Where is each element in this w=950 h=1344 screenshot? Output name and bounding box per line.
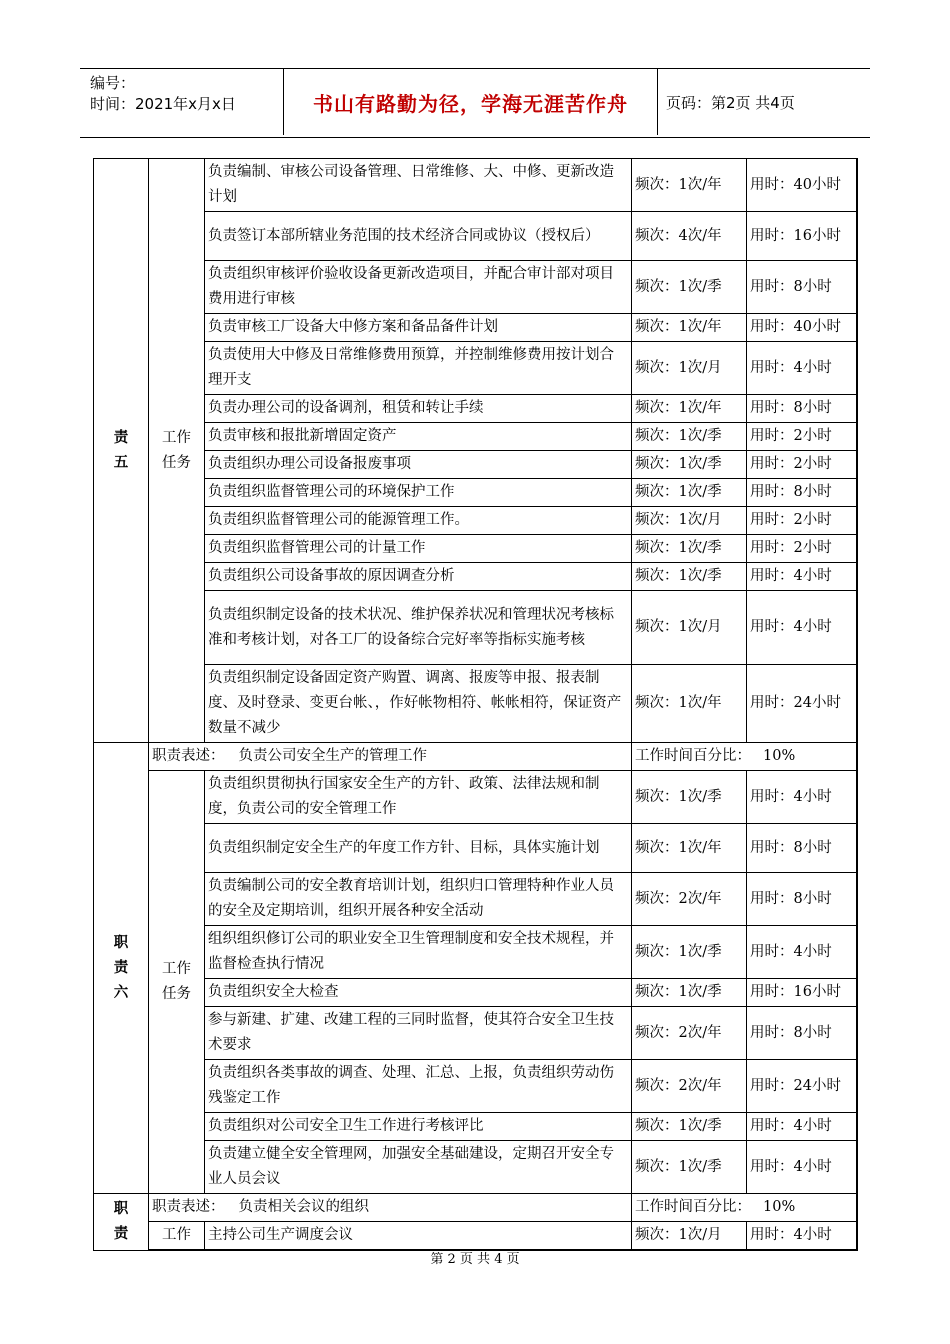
task-hours: 用时：2小时 <box>747 451 857 479</box>
table-row <box>94 395 857 423</box>
task-hours: 用时：4小时 <box>747 1222 857 1251</box>
task-frequency: 频次：1次/年 <box>632 665 747 743</box>
duty-summary-row <box>94 1194 857 1222</box>
task-label <box>149 1222 205 1251</box>
task-frequency: 频次：2次/年 <box>632 873 747 926</box>
duty-summary-row <box>94 743 857 771</box>
task-frequency: 频次：1次/季 <box>632 423 747 451</box>
task-hours: 用时：4小时 <box>747 1141 857 1194</box>
task-hours: 用时：40小时 <box>747 314 857 342</box>
task-hours: 用时：4小时 <box>747 563 857 591</box>
task-description: 主持公司生产调度会议 <box>205 1222 632 1251</box>
task-description: 负责审核工厂设备大中修方案和备品备件计划 <box>205 314 632 342</box>
task-description: 负责组织监督管理公司的计量工作 <box>205 535 632 563</box>
task-hours: 用时：8小时 <box>747 824 857 873</box>
task-hours: 用时：24小时 <box>747 665 857 743</box>
table-row <box>94 926 857 979</box>
table-row <box>94 261 857 314</box>
duty-percent-cell <box>632 1194 857 1222</box>
task-hours: 用时：4小时 <box>747 926 857 979</box>
task-frequency: 频次：1次/月 <box>632 591 747 665</box>
table-row <box>94 1060 857 1113</box>
task-frequency: 频次：1次/季 <box>632 479 747 507</box>
task-frequency: 频次：1次/季 <box>632 535 747 563</box>
task-hours: 用时：2小时 <box>747 423 857 451</box>
task-description: 参与新建、扩建、改建工程的三同时监督，使其符合安全卫生技术要求 <box>205 1007 632 1060</box>
duty-summary-cell <box>149 743 632 771</box>
task-hours: 用时：4小时 <box>747 342 857 395</box>
summary-text: 负责公司安全生产的管理工作 <box>238 748 427 764</box>
task-hours: 用时：4小时 <box>747 1113 857 1141</box>
task-hours: 用时：8小时 <box>747 395 857 423</box>
percent-value: 10% <box>763 1199 796 1215</box>
header-page-info: 页码：第2页 共4页 <box>666 93 795 112</box>
task-hours: 用时：8小时 <box>747 261 857 314</box>
task-frequency: 频次：1次/季 <box>632 1113 747 1141</box>
task-frequency: 频次：1次/季 <box>632 1141 747 1194</box>
task-description: 负责组织对公司安全卫生工作进行考核评比 <box>205 1113 632 1141</box>
task-description: 负责审核和报批新增固定资产 <box>205 423 632 451</box>
table-row <box>94 342 857 395</box>
task-frequency: 频次：1次/月 <box>632 507 747 535</box>
table-row <box>94 771 857 824</box>
task-hours: 用时：16小时 <box>747 979 857 1007</box>
task-description: 负责组织制定安全生产的年度工作方针、目标，具体实施计划 <box>205 824 632 873</box>
duty-table <box>93 158 858 1251</box>
summary-text: 负责相关会议的组织 <box>238 1199 369 1215</box>
duty-name-char: 职 <box>113 934 129 951</box>
task-frequency: 频次：1次/季 <box>632 771 747 824</box>
duty-percent-cell <box>632 743 857 771</box>
task-description: 负责办理公司的设备调剂，租赁和转让手续 <box>205 395 632 423</box>
table-row <box>94 1007 857 1060</box>
task-frequency: 频次：1次/年 <box>632 159 747 212</box>
task-description: 负责组织监督管理公司的环境保护工作 <box>205 479 632 507</box>
task-label-line: 工作 <box>162 1227 191 1243</box>
task-label <box>149 159 205 743</box>
task-description: 负责使用大中修及日常维修费用预算，并控制维修费用按计划合理开支 <box>205 342 632 395</box>
header-meta <box>90 73 282 115</box>
table-row <box>94 423 857 451</box>
duty-name-char: 责 <box>113 1225 129 1242</box>
task-frequency: 频次：1次/季 <box>632 563 747 591</box>
duty-name <box>94 743 149 1194</box>
summary-label: 职责表述： <box>152 748 225 764</box>
table-row <box>94 1141 857 1194</box>
task-frequency: 频次：1次/季 <box>632 451 747 479</box>
task-frequency: 频次：1次/季 <box>632 979 747 1007</box>
task-description: 负责签订本部所辖业务范围的技术经济合同或协议（授权后） <box>205 212 632 261</box>
task-frequency: 频次：1次/月 <box>632 1222 747 1251</box>
duty-name <box>94 159 149 743</box>
task-hours: 用时：16小时 <box>747 212 857 261</box>
task-hours: 用时：24小时 <box>747 1060 857 1113</box>
document-time-label: 时间：2021年x月x日 <box>90 95 236 113</box>
table-row <box>94 591 857 665</box>
task-label-line: 工作 <box>162 961 191 977</box>
table-row <box>94 873 857 926</box>
task-frequency: 频次：2次/年 <box>632 1060 747 1113</box>
task-frequency: 频次：1次/季 <box>632 926 747 979</box>
task-description: 负责编制公司的安全教育培训计划，组织归口管理特种作业人员的安全及定期培训，组织开展各种安全活动 <box>205 873 632 926</box>
header-motto: 书山有路勤为径，学海无涯苦作舟 <box>283 69 658 135</box>
duty-name-char: 五 <box>113 454 129 471</box>
table-row <box>94 451 857 479</box>
duty-name-char: 六 <box>113 984 129 1001</box>
task-description: 负责组织办理公司设备报废事项 <box>205 451 632 479</box>
percent-value: 10% <box>763 748 796 764</box>
table-row <box>94 979 857 1007</box>
task-hours: 用时：8小时 <box>747 873 857 926</box>
task-frequency: 频次：4次/年 <box>632 212 747 261</box>
page-header <box>80 68 870 138</box>
task-hours: 用时：2小时 <box>747 507 857 535</box>
task-frequency: 频次：1次/月 <box>632 342 747 395</box>
duty-name-char: 责 <box>113 429 129 446</box>
duty-name-char: 职 <box>113 1200 129 1217</box>
task-description: 负责编制、审核公司设备管理、日常维修、大、中修、更新改造计划 <box>205 159 632 212</box>
task-description: 组织组织修订公司的职业安全卫生管理制度和安全技术规程，并监督检查执行情况 <box>205 926 632 979</box>
task-frequency: 频次：1次/年 <box>632 314 747 342</box>
task-label-line: 任务 <box>162 986 191 1002</box>
document-number-label: 编号： <box>90 74 136 92</box>
task-description: 负责组织审核评价验收设备更新改造项目，并配合审计部对项目费用进行审核 <box>205 261 632 314</box>
summary-label: 职责表述： <box>152 1199 225 1215</box>
table-row <box>94 314 857 342</box>
task-description: 负责组织制定设备固定资产购置、调离、报废等申报、报表制度、及时登录、变更台帐、，作好帐物相符、帐帐相符，保证资产数量不减少 <box>205 665 632 743</box>
page-footer: 第 2 页 共 4 页 <box>430 1252 520 1267</box>
task-hours: 用时：8小时 <box>747 1007 857 1060</box>
table-row <box>94 1222 857 1251</box>
task-frequency: 频次：2次/年 <box>632 1007 747 1060</box>
task-hours: 用时：4小时 <box>747 591 857 665</box>
task-description: 负责组织各类事故的调查、处理、汇总、上报，负责组织劳动伤残鉴定工作 <box>205 1060 632 1113</box>
percent-label: 工作时间百分比： <box>635 1199 751 1215</box>
task-hours: 用时：8小时 <box>747 479 857 507</box>
table-row <box>94 824 857 873</box>
table-row <box>94 212 857 261</box>
table-row <box>94 507 857 535</box>
task-label-line: 工作 <box>162 429 191 446</box>
table-row <box>94 563 857 591</box>
task-frequency: 频次：1次/季 <box>632 261 747 314</box>
table-row <box>94 159 857 212</box>
task-description: 负责建立健全安全管理网，加强安全基础建设，定期召开安全专业人员会议 <box>205 1141 632 1194</box>
task-hours: 用时：2小时 <box>747 535 857 563</box>
task-frequency: 频次：1次/年 <box>632 395 747 423</box>
task-description: 负责组织监督管理公司的能源管理工作。 <box>205 507 632 535</box>
task-description: 负责组织安全大检查 <box>205 979 632 1007</box>
task-description: 负责组织公司设备事故的原因调查分析 <box>205 563 632 591</box>
table-row <box>94 479 857 507</box>
task-frequency: 频次：1次/年 <box>632 824 747 873</box>
table-row <box>94 665 857 743</box>
task-description: 负责组织贯彻执行国家安全生产的方针、政策、法律法规和制度，负责公司的安全管理工作 <box>205 771 632 824</box>
duty-summary-cell <box>149 1194 632 1222</box>
task-label-line: 任务 <box>162 454 191 471</box>
task-hours: 用时：4小时 <box>747 771 857 824</box>
table-row <box>94 1113 857 1141</box>
task-label <box>149 771 205 1194</box>
table-row <box>94 535 857 563</box>
percent-label: 工作时间百分比： <box>635 748 751 764</box>
task-hours: 用时：40小时 <box>747 159 857 212</box>
duty-name-char: 责 <box>113 959 129 976</box>
duty-name <box>94 1194 149 1251</box>
task-description: 负责组织制定设备的技术状况、维护保养状况和管理状况考核标准和考核计划，对各工厂的设备综合完好率等指标实施考核 <box>205 591 632 665</box>
